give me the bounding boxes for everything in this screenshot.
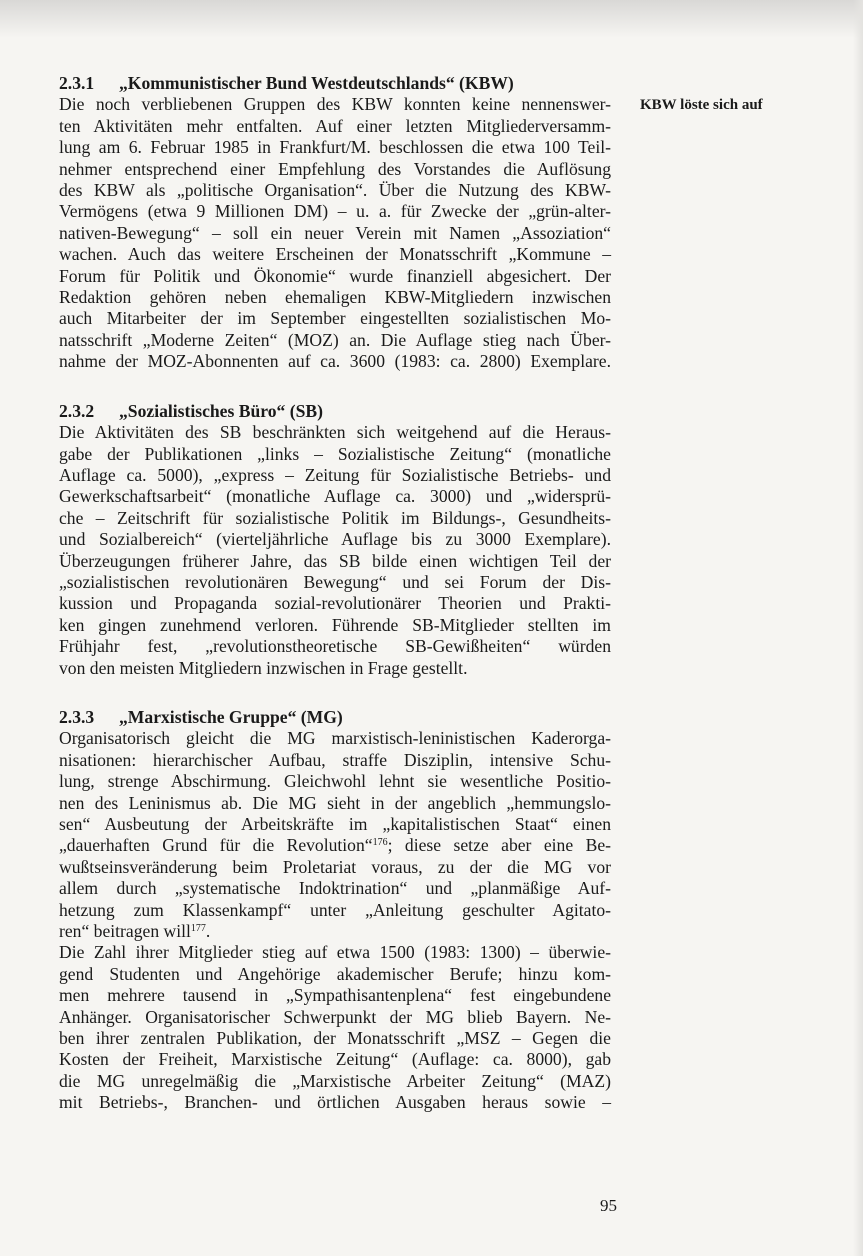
section-number: 2.3.2 bbox=[59, 400, 95, 421]
text-line: Kosten der Freiheit, Marxistische Zeitung“ (Auflage: ca. 8000), gab bbox=[59, 1049, 611, 1070]
text-line: und Sozialbereich“ (vierteljährliche Auflage bis zu 3000 Exemplare). bbox=[59, 529, 611, 550]
text-line: nisationen: hierarchischer Aufbau, straffe Disziplin, intensive Schu- bbox=[59, 749, 611, 770]
section-number: 2.3.1 bbox=[59, 73, 95, 93]
text-line: che – Zeitschrift für sozialistische Politik im Bildungs-, Gesundheits- bbox=[59, 507, 611, 528]
section-heading bbox=[59, 707, 611, 728]
text-line: lung am 6. Februar 1985 in Frankfurt/M. beschlossen die etwa 100 Teil- bbox=[59, 137, 611, 158]
text-line: hetzung zum Klassenkampf“ unter „Anleitung geschulter Agitato- bbox=[59, 899, 611, 920]
text-line: ken gingen zunehmend verloren. Führende SB-Mitglieder stellten im bbox=[59, 614, 611, 635]
text-line: ren“ beitragen will$^{177}$. bbox=[59, 921, 211, 942]
section-mg bbox=[59, 707, 611, 1114]
paragraph bbox=[59, 422, 611, 679]
text-line: Gewerkschaftsarbeit“ (monatliche Auflage ca. 3000) und „widersprü- bbox=[59, 486, 611, 507]
footnote-marker[interactable]: 176 bbox=[372, 837, 388, 849]
text-line: Überzeugungen früherer Jahre, das SB bilde einen wichtigen Teil der bbox=[59, 550, 611, 571]
text-line: gabe der Publikationen „links – Sozialistische Zeitung“ (monatliche bbox=[59, 443, 611, 464]
text-line: Die noch verbliebenen Gruppen des KBW konnten keine nennenswer- bbox=[59, 94, 611, 115]
text-line: Frühjahr fest, „revolutionstheoretische SB-Gewißheiten“ würden bbox=[59, 636, 611, 657]
text-line: die MG unregelmäßig die „Marxistische Arbeiter Zeitung“ (MAZ) bbox=[59, 1070, 611, 1091]
scan-top-shadow bbox=[0, 0, 863, 38]
text-line: nativen-Bewegung“ – soll ein neuer Verein mit Namen „Assoziation“ bbox=[59, 222, 611, 243]
text-fragment: ; diese setze aber eine Be- bbox=[387, 835, 611, 856]
text-line: natsschrift „Moderne Zeiten“ (MOZ) an. Die Auflage stieg nach Über- bbox=[59, 329, 611, 350]
text-line: wachen. Auch das weitere Erscheinen der Monatsschrift „Kommune – bbox=[59, 244, 611, 265]
text-line: Auflage ca. 5000), „express – Zeitung für Sozialistische Betriebs- und bbox=[59, 464, 611, 485]
text-line: Vermögens (etwa 9 Millionen DM) – u. a. für Zwecke der „grün-alter- bbox=[59, 201, 611, 222]
text-line: nehmer entsprechend einer Empfehlung des Vorstandes die Auflösung bbox=[59, 158, 611, 179]
text-line: des KBW als „politische Organisation“. Über die Nutzung des KBW- bbox=[59, 180, 611, 201]
text-line: auch Mitarbeiter der im September eingestellten sozialistischen Mo- bbox=[59, 308, 611, 329]
text-line: Redaktion gehören neben ehemaligen KBW-Mitgliedern inzwischen bbox=[59, 287, 611, 308]
text-line: ten Aktivitäten mehr entfalten. Auf einer letzten Mitgliederversamm- bbox=[59, 115, 611, 136]
section-heading bbox=[59, 73, 611, 94]
text-line bbox=[59, 835, 611, 856]
text-line: Organisatorisch gleicht die MG marxistisch-leninistischen Kaderorga- bbox=[59, 728, 611, 749]
section-heading bbox=[59, 401, 611, 422]
text-line: wußtseinsveränderung beim Proletariat voraus, zu der die MG vor bbox=[59, 856, 611, 877]
scan-right-shadow bbox=[853, 0, 863, 1256]
text-line: nahme der MOZ-Abonnenten auf ca. 3600 (1983: ca. 2800) Exemplare. bbox=[59, 351, 611, 372]
text-fragment: „dauerhaften Grund für die Revolution“ bbox=[59, 835, 373, 856]
section-title: „Kommunistischer Bund Westdeutschlands“ (KBW) bbox=[119, 73, 514, 93]
text-line: men mehrere tausend in „Sympathisantenplena“ fest eingebundene bbox=[59, 985, 611, 1006]
text-line: nen des Leninismus ab. Die MG sieht in der angeblich „hemmungslo- bbox=[59, 792, 611, 813]
text-line: gend Studenten und Angehörige akademischer Berufe; hinzu kom- bbox=[59, 963, 611, 984]
section-sb bbox=[59, 401, 611, 679]
page-number: 95 bbox=[600, 1196, 617, 1215]
text-line: „sozialistischen revolutionären Bewegung“ und sei Forum der Dis- bbox=[59, 571, 611, 592]
text-fragment: ren“ beitragen will bbox=[59, 921, 191, 942]
text-line: Die Zahl ihrer Mitglieder stieg auf etwa 1500 (1983: 1300) – überwie- bbox=[59, 942, 611, 963]
text-line: von den meisten Mitgliedern inzwischen in Frage gestellt. bbox=[59, 657, 468, 678]
text-line: ben ihrer zentralen Publikation, der Monatsschrift „MSZ – Gegen die bbox=[59, 1028, 611, 1049]
section-kbw bbox=[59, 73, 611, 373]
footnote-marker[interactable]: 177 bbox=[190, 923, 206, 935]
section-number: 2.3.3 bbox=[59, 706, 95, 727]
section-title: „Sozialistisches Büro“ (SB) bbox=[119, 400, 323, 421]
text-line: kussion und Propaganda sozial-revolutionärer Theorien und Prakti- bbox=[59, 593, 611, 614]
text-line: sen“ Ausbeutung der Arbeitskräfte im „kapitalistischen Staat“ einen bbox=[59, 814, 611, 834]
section-title: „Marxistische Gruppe“ (MG) bbox=[119, 706, 343, 727]
text-line: Anhänger. Organisatorischer Schwerpunkt der MG blieb Bayern. Ne- bbox=[59, 1006, 611, 1027]
text-line: allem durch „systematische Indoktrination“ und „planmäßige Auf- bbox=[59, 878, 611, 899]
text-line: lung, strenge Abschirmung. Gleichwohl lehnt sie wesentliche Positio- bbox=[59, 771, 611, 792]
text-line: mit Betriebs-, Branchen- und örtlichen Ausgaben heraus sowie – bbox=[59, 1092, 611, 1113]
page-body bbox=[59, 73, 611, 1142]
text-line: Die Aktivitäten des SB beschränkten sich weitgehend auf die Heraus- bbox=[59, 422, 611, 443]
margin-note: KBW löste sich auf bbox=[640, 97, 763, 113]
text-line: Forum für Politik und Ökonomie“ wurde finanziell abgesichert. Der bbox=[59, 265, 611, 286]
paragraph bbox=[59, 728, 611, 1113]
paragraph bbox=[59, 94, 611, 372]
